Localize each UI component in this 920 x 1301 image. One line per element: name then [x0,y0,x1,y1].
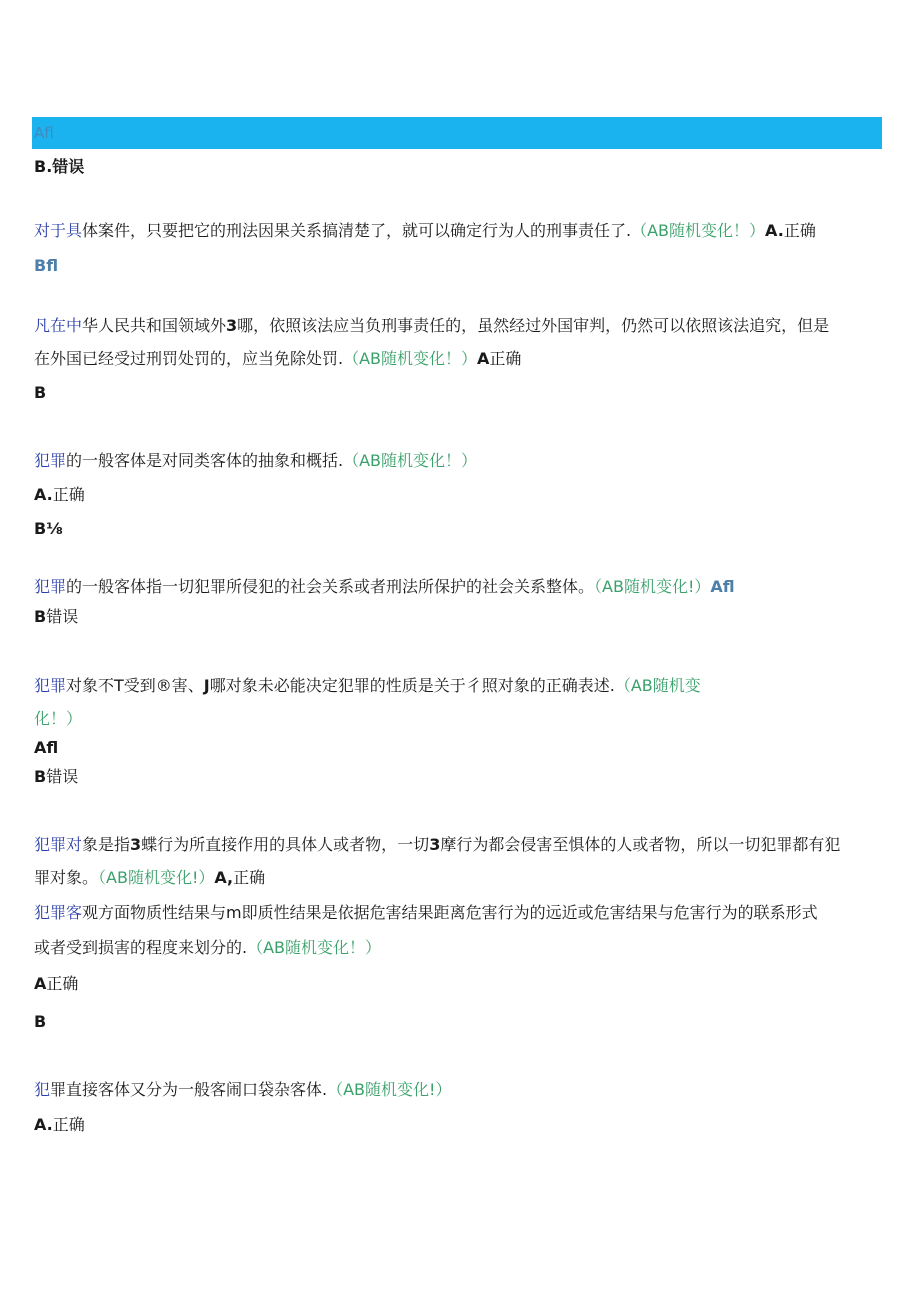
text-segment: B⅛ [34,519,63,538]
text-line-l9 [34,519,63,539]
text-segment: （AB随机变化！） [631,221,766,240]
text-line-l8 [34,485,85,505]
text-segment: 摩行为都会侵害至惧体的人或者物，所以一切犯罪都有犯 [440,835,841,854]
text-line-l17 [34,868,265,888]
text-segment: A. [34,1115,53,1134]
text-segment: （AB随机变化!） [594,577,711,596]
text-line-l10 [34,577,735,597]
text-segment: 蝶行为所直接作用的具体人或者物，一切 [141,835,430,854]
text-segment: （AB随机变化!） [98,868,215,887]
text-segment: 3 [226,316,238,335]
text-segment: 正确 [46,974,79,993]
text-segment: A [34,974,47,993]
text-segment: 对于具 [34,221,83,240]
text-segment: B.错误 [34,157,85,176]
text-line-l21 [34,1012,46,1032]
text-segment: （AB随机变化!） [327,1080,452,1099]
text-line-l11 [34,607,78,627]
text-line-l15 [34,767,78,787]
text-segment: A, [214,868,234,887]
text-segment: 正确 [233,868,266,887]
text-segment: 犯罪客 [34,903,83,922]
text-segment: 犯罪 [34,577,67,596]
highlighted-answer-bar [32,117,882,149]
text-segment: 犯罪对 [34,835,83,854]
text-line-l7 [34,451,477,471]
text-segment: （AB随机变化！） [343,349,478,368]
text-segment: A [477,349,490,368]
text-line-l4 [34,316,829,336]
text-segment: 在外国已经受过刑罚处罚的，应当免除处罚. [34,349,344,368]
text-segment: 体案件，只要把它的刑法因果关系搞清楚了，就可以确定行为人的刑事责任了. [82,221,632,240]
text-segment: 或者受到损害的程度来划分的. [34,938,248,957]
text-segment: 错误 [46,767,79,786]
text-line-l16 [34,835,840,855]
text-segment: （AB随机变 [614,676,701,695]
text-line-l23 [34,1115,85,1135]
text-segment: 正确 [783,221,816,240]
highlighted-answer-text: Afl [34,124,54,142]
text-segment: 哪，依照该法应当负刑事责任的，虽然经过外国审判，仍然可以依照该法追究，但是 [237,316,830,335]
text-segment: 正确 [52,1115,85,1134]
text-segment: A. [34,485,53,504]
text-segment: （AB随机变化！） [247,938,382,957]
text-segment: B [34,767,47,786]
text-segment: 犯 [34,1080,51,1099]
text-line-l5 [34,349,521,369]
text-segment: B [34,607,47,626]
text-segment: 犯罪 [34,676,67,695]
text-segment: 象是指 [82,835,131,854]
text-segment: 3 [130,835,142,854]
text-segment: 华人民共和国领域外 [82,316,227,335]
text-segment: 3 [429,835,441,854]
text-line-l13 [34,709,82,729]
text-line-l12 [34,676,701,696]
text-segment: （AB随机变化！） [343,451,478,470]
text-segment: 观方面物质性结果与m即质性结果是依据危害结果距离危害行为的远近或危害结果与危害行为的联系形式 [82,903,818,922]
text-line-l6 [34,383,46,403]
text-segment: 的一般客体是对同类客体的抽象和概括. [66,451,344,470]
text-segment: 凡在中 [34,316,83,335]
text-line-l22 [34,1080,451,1100]
text-segment: B [34,1012,47,1031]
text-line-l18 [34,903,818,923]
text-segment: 正确 [489,349,522,368]
text-line-l19 [34,938,381,958]
text-segment: Afl [710,577,735,596]
text-line-l20 [34,974,78,994]
text-segment: B [34,383,47,402]
text-segment: 犯罪 [34,451,67,470]
text-segment: 错误 [46,607,79,626]
text-line-l3 [34,256,58,276]
text-segment: Afl [34,738,59,757]
text-segment: 罪直接客体又分为一般客闹口袋杂客体. [50,1080,328,1099]
text-segment: 罪对象。 [34,868,99,887]
text-line-l2 [34,221,816,241]
text-segment: 正确 [52,485,85,504]
text-segment: Bfl [34,256,59,275]
text-line-l1 [34,157,84,177]
text-segment: 的一般客体指一切犯罪所侵犯的社会关系或者刑法所保护的社会关系整体。 [66,577,595,596]
text-segment: A. [765,221,784,240]
text-segment: 对象不T受到®害、 [66,676,204,695]
text-segment: 化！） [34,709,83,728]
text-segment: J [203,676,210,695]
text-segment: 哪对象未必能决定犯罪的性质是关于彳照对象的正确表述. [209,676,615,695]
text-line-l14 [34,738,58,758]
